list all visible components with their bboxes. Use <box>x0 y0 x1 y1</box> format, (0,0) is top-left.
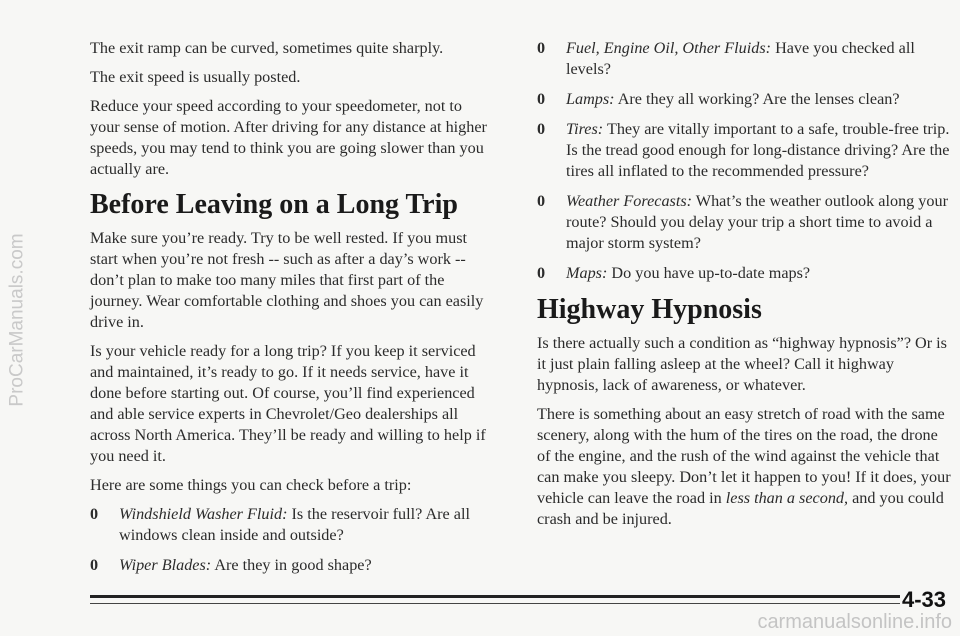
right-column <box>537 38 953 538</box>
checklist-item <box>537 263 953 284</box>
checklist-item <box>537 119 953 182</box>
bottom-watermark: carmanualsonline.info <box>757 611 952 633</box>
body-paragraph <box>537 404 953 530</box>
checklist-item <box>537 89 953 110</box>
checklist-text: Are they in good shape? <box>211 556 372 574</box>
checklist-term: Lamps: <box>566 90 615 108</box>
checklist-term: Wiper Blades: <box>119 556 212 574</box>
checklist-text: Have you checked all levels? <box>566 39 915 78</box>
section-heading-highway-hypnosis: Highway Hypnosis <box>537 294 762 325</box>
bullet-marker: 0 <box>537 120 546 138</box>
checklist-text: Is the reservoir full? Are all windows clean inside and outside? <box>119 505 470 544</box>
footer-rule-thin <box>90 603 900 604</box>
bullet-marker: 0 <box>90 505 99 523</box>
checklist-term: Windshield Washer Fluid: <box>119 505 288 523</box>
bullet-marker: 0 <box>537 264 546 282</box>
footer-rule-thick <box>90 595 900 598</box>
checklist-text: Do you have up-to-date maps? <box>607 264 811 282</box>
body-paragraph: Is there actually such a condition as “highway hypnosis”? Or is it just plain falling asleep at the wheel? Call it highway hypnosis, lack of awareness, or whatever. <box>537 334 947 394</box>
checklist-term: Maps: <box>566 264 608 282</box>
checklist-item <box>537 38 953 80</box>
side-watermark <box>4 80 32 560</box>
bullet-marker: 0 <box>537 90 546 108</box>
checklist-text: Are they all working? Are the lenses clean? <box>614 90 900 108</box>
paragraph-emphasis: less than a second, <box>725 489 849 507</box>
side-watermark-text: ProCarManuals.com <box>7 233 29 407</box>
left-column <box>90 38 490 585</box>
body-paragraph: Make sure you’re ready. Try to be well rested. If you must start when you’re not fresh -- such as after a day’s work -- don’t plan to make too many miles that first part of the journey. Wear comfortable clothing and shoes you can easily drive in. <box>90 229 484 331</box>
paragraph-text: and you could crash and be injured. <box>537 489 944 528</box>
checklist-item <box>90 504 490 546</box>
checklist-text: They are vitally important to a safe, trouble-free trip. Is the tread good enough for long-distance driving? Are the tires all inflated to the recommended pressure? <box>566 120 950 180</box>
section-heading-long-trip: Before Leaving on a Long Trip <box>90 189 458 220</box>
bullet-marker: 0 <box>537 39 546 57</box>
body-paragraph: Here are some things you can check before a trip: <box>90 476 412 494</box>
paragraph-text: There is something about an easy stretch of road with the same scenery, along with the hum of the tires on the road, the drone of the engine, and the rush of the wind against the vehicle that can make you sleepy. Don’t let it happen to you! If it does, your vehicle can leave the road in <box>537 405 951 507</box>
checklist-term: Weather Forecasts: <box>566 192 693 210</box>
body-paragraph: Is your vehicle ready for a long trip? If you keep it serviced and maintained, it’s ready to go. If it needs service, have it done before starting out. Of course, you’ll find experienced and able service experts in Chevrolet/Geo dealerships all across North America. They’ll be ready and willing to help if you need it. <box>90 342 486 465</box>
checklist-term: Fuel, Engine Oil, Other Fluids: <box>566 39 772 57</box>
checklist-term: Tires: <box>566 120 604 138</box>
intro-paragraph: The exit speed is usually posted. <box>90 68 301 86</box>
intro-paragraph: Reduce your speed according to your speedometer, not to your sense of motion. After driving for any distance at higher speeds, you may tend to think you are going slower than you actually are. <box>90 97 487 178</box>
page-number: 4-33 <box>901 587 946 612</box>
bullet-marker: 0 <box>90 556 99 574</box>
intro-paragraph: The exit ramp can be curved, sometimes quite sharply. <box>90 39 444 57</box>
checklist-item <box>537 191 953 254</box>
checklist-text: What’s the weather outlook along your route? Should you delay your trip a short time to avoid a major storm system? <box>566 192 948 252</box>
checklist-item <box>90 555 490 576</box>
bullet-marker: 0 <box>537 192 546 210</box>
